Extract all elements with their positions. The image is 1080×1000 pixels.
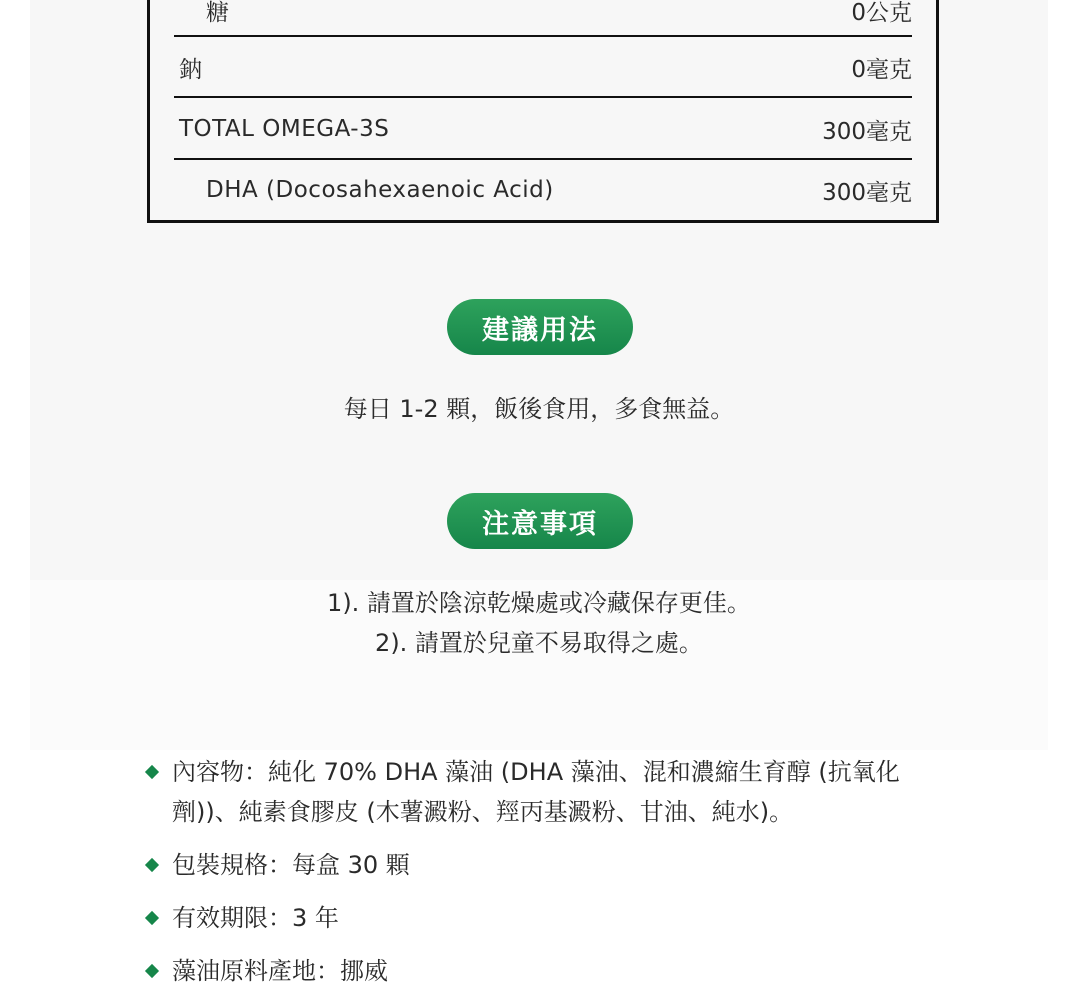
note-item: 2). 請置於兒童不易取得之處。 <box>375 629 703 657</box>
nutrition-row-omega3 <box>174 99 912 159</box>
diamond-bullet-icon <box>145 858 159 872</box>
detail-text: 藻油原料產地：挪威 <box>172 957 388 985</box>
table-divider <box>174 96 912 98</box>
product-details-list <box>140 752 940 1000</box>
nutrient-name: TOTAL OMEGA-3S <box>179 116 390 142</box>
diamond-bullet-icon <box>145 964 159 978</box>
usage-text: 每日 1-2 顆，飯後食用，多食無益。 <box>343 395 735 423</box>
list-item <box>140 752 940 832</box>
notes-heading-badge: 注意事項 <box>447 493 633 549</box>
diamond-bullet-icon <box>145 765 159 779</box>
nutrient-value: 0公克 <box>851 0 912 26</box>
nutrition-row-sugar <box>174 0 912 40</box>
usage-heading-badge: 建議用法 <box>447 299 633 355</box>
nutrition-facts-table <box>147 0 939 223</box>
nutrient-value: 300毫克 <box>822 118 912 145</box>
list-item <box>140 898 940 938</box>
note-item: 1). 請置於陰涼乾燥處或冷藏保存更佳。 <box>327 589 751 617</box>
detail-text: 有效期限：3 年 <box>172 904 339 932</box>
nutrition-row-sodium <box>174 37 912 97</box>
nutrient-value: 0毫克 <box>851 56 912 83</box>
detail-text: 包裝規格：每盒 30 顆 <box>172 851 410 879</box>
nutrient-name: 糖 <box>206 0 230 26</box>
nutrient-name: 鈉 <box>179 56 203 83</box>
nutrition-row-dha <box>174 160 912 220</box>
list-item <box>140 951 940 991</box>
nutrient-value: 300毫克 <box>822 179 912 206</box>
list-item <box>140 845 940 885</box>
diamond-bullet-icon <box>145 911 159 925</box>
nutrient-name: DHA (Docosahexaenoic Acid) <box>206 177 554 203</box>
detail-text: 內容物：純化 70% DHA 藻油 (DHA 藻油、混和濃縮生育醇 (抗氧化劑))、純素食膠皮 (木薯澱粉、羥丙基澱粉、甘油、純水)。 <box>172 758 900 826</box>
